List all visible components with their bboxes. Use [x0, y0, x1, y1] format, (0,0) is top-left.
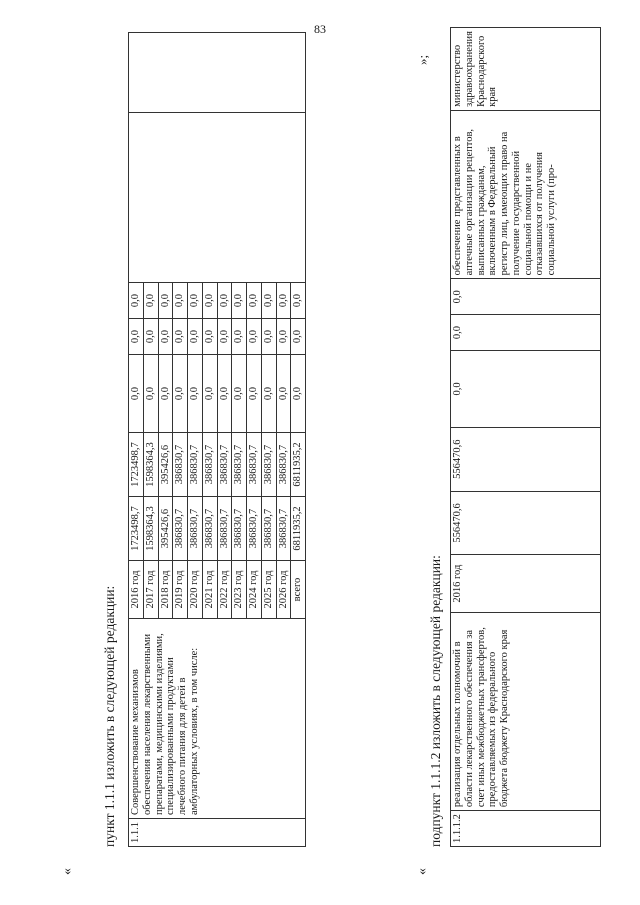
local-cell: 0,0: [232, 319, 247, 355]
regional-cell: 386830,7: [202, 433, 217, 497]
local-cell: 0,0: [261, 319, 276, 355]
table-row: [129, 33, 144, 847]
other-cell: 0,0: [247, 283, 262, 319]
federal-cell: 0,0: [173, 355, 188, 433]
local-cell: 0,0: [217, 319, 232, 355]
total-cell: 6811935,2: [291, 497, 306, 561]
year-cell: всего: [291, 561, 306, 619]
federal-cell: 0,0: [158, 355, 173, 433]
other-cell: 0,0: [217, 283, 232, 319]
section2-heading: подпункт 1.1.1.2 изложить в следующей редакции:: [428, 555, 443, 847]
open-quote-1: «: [60, 868, 75, 875]
total-cell: 556470,6: [451, 491, 601, 555]
section1-executor-cell: [129, 33, 306, 113]
other-cell: 0,0: [291, 283, 306, 319]
total-cell: 386830,7: [173, 497, 188, 561]
regional-cell: 386830,7: [247, 433, 262, 497]
total-cell: 1723498,7: [129, 497, 144, 561]
total-cell: 386830,7: [247, 497, 262, 561]
year-cell: 2017 год: [143, 561, 158, 619]
federal-cell: 0,0: [276, 355, 291, 433]
section1-num: 1.1.1: [129, 819, 306, 847]
total-cell: 395426,6: [158, 497, 173, 561]
local-cell: 0,0: [188, 319, 203, 355]
regional-cell: 386830,7: [173, 433, 188, 497]
local-cell: 0,0: [202, 319, 217, 355]
section2-executor: министерство здравоохранения Краснодарского края: [451, 28, 601, 111]
regional-cell: 1723498,7: [129, 433, 144, 497]
regional-cell: 386830,7: [217, 433, 232, 497]
federal-cell: 0,0: [202, 355, 217, 433]
federal-cell: 0,0: [451, 350, 601, 427]
other-cell: 0,0: [276, 283, 291, 319]
regional-cell: 386830,7: [261, 433, 276, 497]
year-cell: 2024 год: [247, 561, 262, 619]
local-cell: 0,0: [173, 319, 188, 355]
other-cell: 0,0: [232, 283, 247, 319]
local-cell: 0,0: [451, 315, 601, 351]
year-cell: 2023 год: [232, 561, 247, 619]
federal-cell: 0,0: [261, 355, 276, 433]
total-cell: 386830,7: [261, 497, 276, 561]
total-cell: 386830,7: [188, 497, 203, 561]
regional-cell: 386830,7: [276, 433, 291, 497]
page-number: 83: [314, 22, 326, 36]
open-quote-2: «: [415, 868, 430, 875]
federal-cell: 0,0: [129, 355, 144, 433]
total-cell: 1598364,3: [143, 497, 158, 561]
year-cell: 2020 год: [188, 561, 203, 619]
total-cell: 386830,7: [276, 497, 291, 561]
federal-cell: 0,0: [143, 355, 158, 433]
federal-cell: 0,0: [217, 355, 232, 433]
federal-cell: 0,0: [247, 355, 262, 433]
year-cell: 2026 год: [276, 561, 291, 619]
federal-cell: 0,0: [232, 355, 247, 433]
other-cell: 0,0: [261, 283, 276, 319]
year-cell: 2018 год: [158, 561, 173, 619]
section2-table: [450, 27, 601, 847]
other-cell: 0,0: [143, 283, 158, 319]
total-cell: 386830,7: [217, 497, 232, 561]
regional-cell: 395426,6: [158, 433, 173, 497]
regional-cell: 386830,7: [188, 433, 203, 497]
table-row: [451, 28, 601, 847]
year-cell: 2022 год: [217, 561, 232, 619]
year-cell: 2025 год: [261, 561, 276, 619]
local-cell: 0,0: [129, 319, 144, 355]
other-cell: 0,0: [451, 279, 601, 315]
federal-cell: 0,0: [291, 355, 306, 433]
local-cell: 0,0: [291, 319, 306, 355]
regional-cell: 6811935,2: [291, 433, 306, 497]
other-cell: 0,0: [129, 283, 144, 319]
other-cell: 0,0: [188, 283, 203, 319]
regional-cell: 386830,7: [232, 433, 247, 497]
total-cell: 386830,7: [202, 497, 217, 561]
section1-result-cell: [129, 113, 306, 283]
rotated-page-content: [60, 27, 620, 877]
year-cell: 2021 год: [202, 561, 217, 619]
other-cell: 0,0: [158, 283, 173, 319]
year-cell: 2016 год: [451, 555, 601, 613]
other-cell: 0,0: [202, 283, 217, 319]
year-cell: 2019 год: [173, 561, 188, 619]
total-cell: 386830,7: [232, 497, 247, 561]
local-cell: 0,0: [247, 319, 262, 355]
section2-result: обеспечение представленных в аптечные организации рецептов, выписанных гражданам, включенным в Федеральный регистр лиц, имеющих право на получение государственной социальной помощи и не отказавшихся от получения социальной услуги (про-: [451, 110, 601, 279]
year-cell: 2016 год: [129, 561, 144, 619]
federal-cell: 0,0: [188, 355, 203, 433]
section1-heading: пункт 1.1.1 изложить в следующей редакции:: [102, 585, 117, 847]
local-cell: 0,0: [143, 319, 158, 355]
local-cell: 0,0: [158, 319, 173, 355]
section1-description: Совершенствование механизмов обеспечения населения лекарственными препаратами, медицинскими изделиями, специализированными продуктами лечебного питания для детей в амбулаторных условиях, в том числе:: [129, 619, 306, 819]
local-cell: 0,0: [276, 319, 291, 355]
other-cell: 0,0: [173, 283, 188, 319]
section2-num: 1.1.1.2: [451, 811, 601, 847]
regional-cell: 1598364,3: [143, 433, 158, 497]
section2-description: реализация отдельных полномочий в области лекарственного обеспечения за счет иных межбюджетных трансфертов, предоставляемых из федерального бюджета бюджету Краснодарского края: [451, 613, 601, 811]
close-quote: »;: [415, 54, 430, 65]
section1-table: [128, 32, 306, 847]
regional-cell: 556470,6: [451, 427, 601, 491]
